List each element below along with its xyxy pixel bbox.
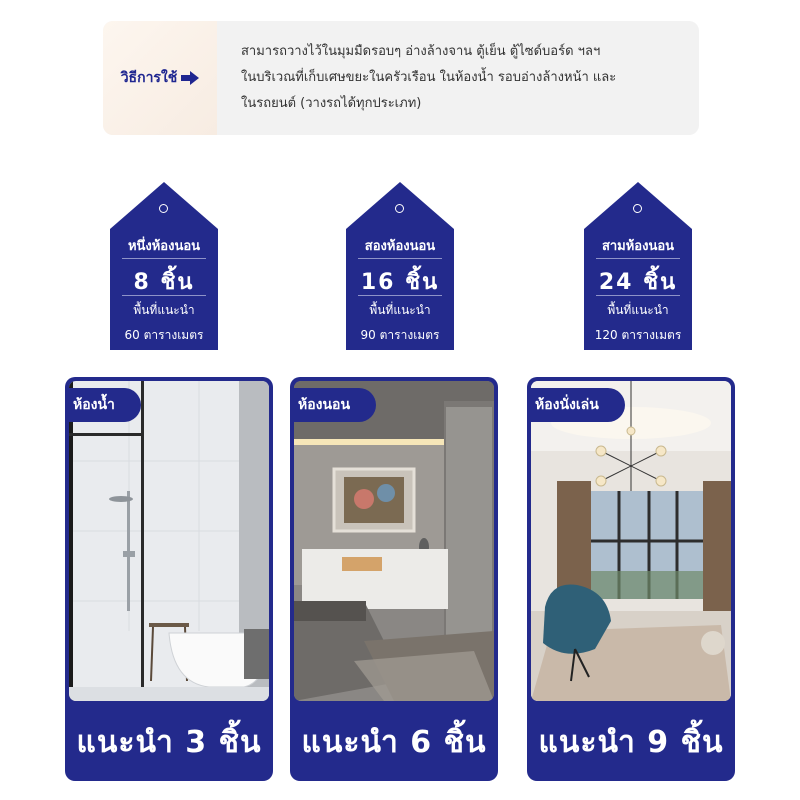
bedroom-photo: [294, 381, 494, 701]
divider: [122, 295, 206, 296]
hang-hole-icon: [395, 204, 404, 213]
divider: [122, 258, 206, 259]
tag-rooms: สองห้องนอน: [364, 239, 436, 254]
tag-count: 8 ชิ้น: [133, 270, 195, 295]
size-tag-two-bedroom: [346, 182, 454, 350]
hang-hole-icon: [159, 204, 168, 213]
tag-rooms: สามห้องนอน: [601, 239, 675, 254]
tag-count: 24 ชิ้น: [598, 270, 678, 295]
tag-rooms: หนึ่งห้องนอน: [127, 239, 201, 254]
usage-line: ในบริเวณที่เก็บเศษขยะในครัวเรือน ในห้องน้ำ รอบอ่างล้างหน้า และ: [241, 70, 617, 85]
divider: [358, 258, 442, 259]
arrow-right-icon: [181, 71, 199, 85]
usage-description: [241, 39, 681, 117]
size-tag-three-bedroom: [584, 182, 692, 350]
recommend-count: แนะนำ 6 ชิ้น: [301, 725, 487, 760]
bathroom-photo: [69, 381, 269, 701]
room-card-bathroom: [65, 377, 273, 781]
usage-label-box: [103, 21, 217, 135]
usage-line: ในรถยนต์ (วางรถได้ทุกประเภท): [241, 96, 422, 111]
size-tag-one-bedroom: [110, 182, 218, 350]
living-room-photo: [531, 381, 731, 701]
tag-area-value: 120 ตารางเมตร: [594, 328, 682, 342]
divider: [596, 295, 680, 296]
divider: [596, 258, 680, 259]
room-card-bedroom: [290, 377, 498, 781]
room-card-living-room: [527, 377, 735, 781]
tag-area-label: พื้นที่แนะนำ: [133, 303, 195, 317]
divider: [358, 295, 442, 296]
hang-hole-icon: [633, 204, 642, 213]
recommend-count: แนะนำ 3 ชิ้น: [76, 725, 262, 760]
tag-area-value: 90 ตารางเมตร: [360, 328, 440, 342]
room-label: ห้องนอน: [290, 388, 376, 422]
usage-line: สามารถวางไว้ในมุมมืดรอบๆ อ่างล้างจาน ตู้เย็น ตู้ไซด์บอร์ด ฯลฯ: [241, 44, 601, 59]
usage-panel: [103, 21, 699, 135]
recommend-count: แนะนำ 9 ชิ้น: [538, 725, 724, 760]
tag-area-label: พื้นที่แนะนำ: [607, 303, 669, 317]
tag-count: 16 ชิ้น: [360, 270, 440, 295]
tag-area-value: 60 ตารางเมตร: [124, 328, 204, 342]
room-label: ห้องนั่งเล่น: [527, 388, 625, 422]
usage-label: วิธีการใช้: [120, 70, 178, 86]
tag-area-label: พื้นที่แนะนำ: [369, 303, 431, 317]
room-label: ห้องน้ำ: [65, 388, 141, 422]
